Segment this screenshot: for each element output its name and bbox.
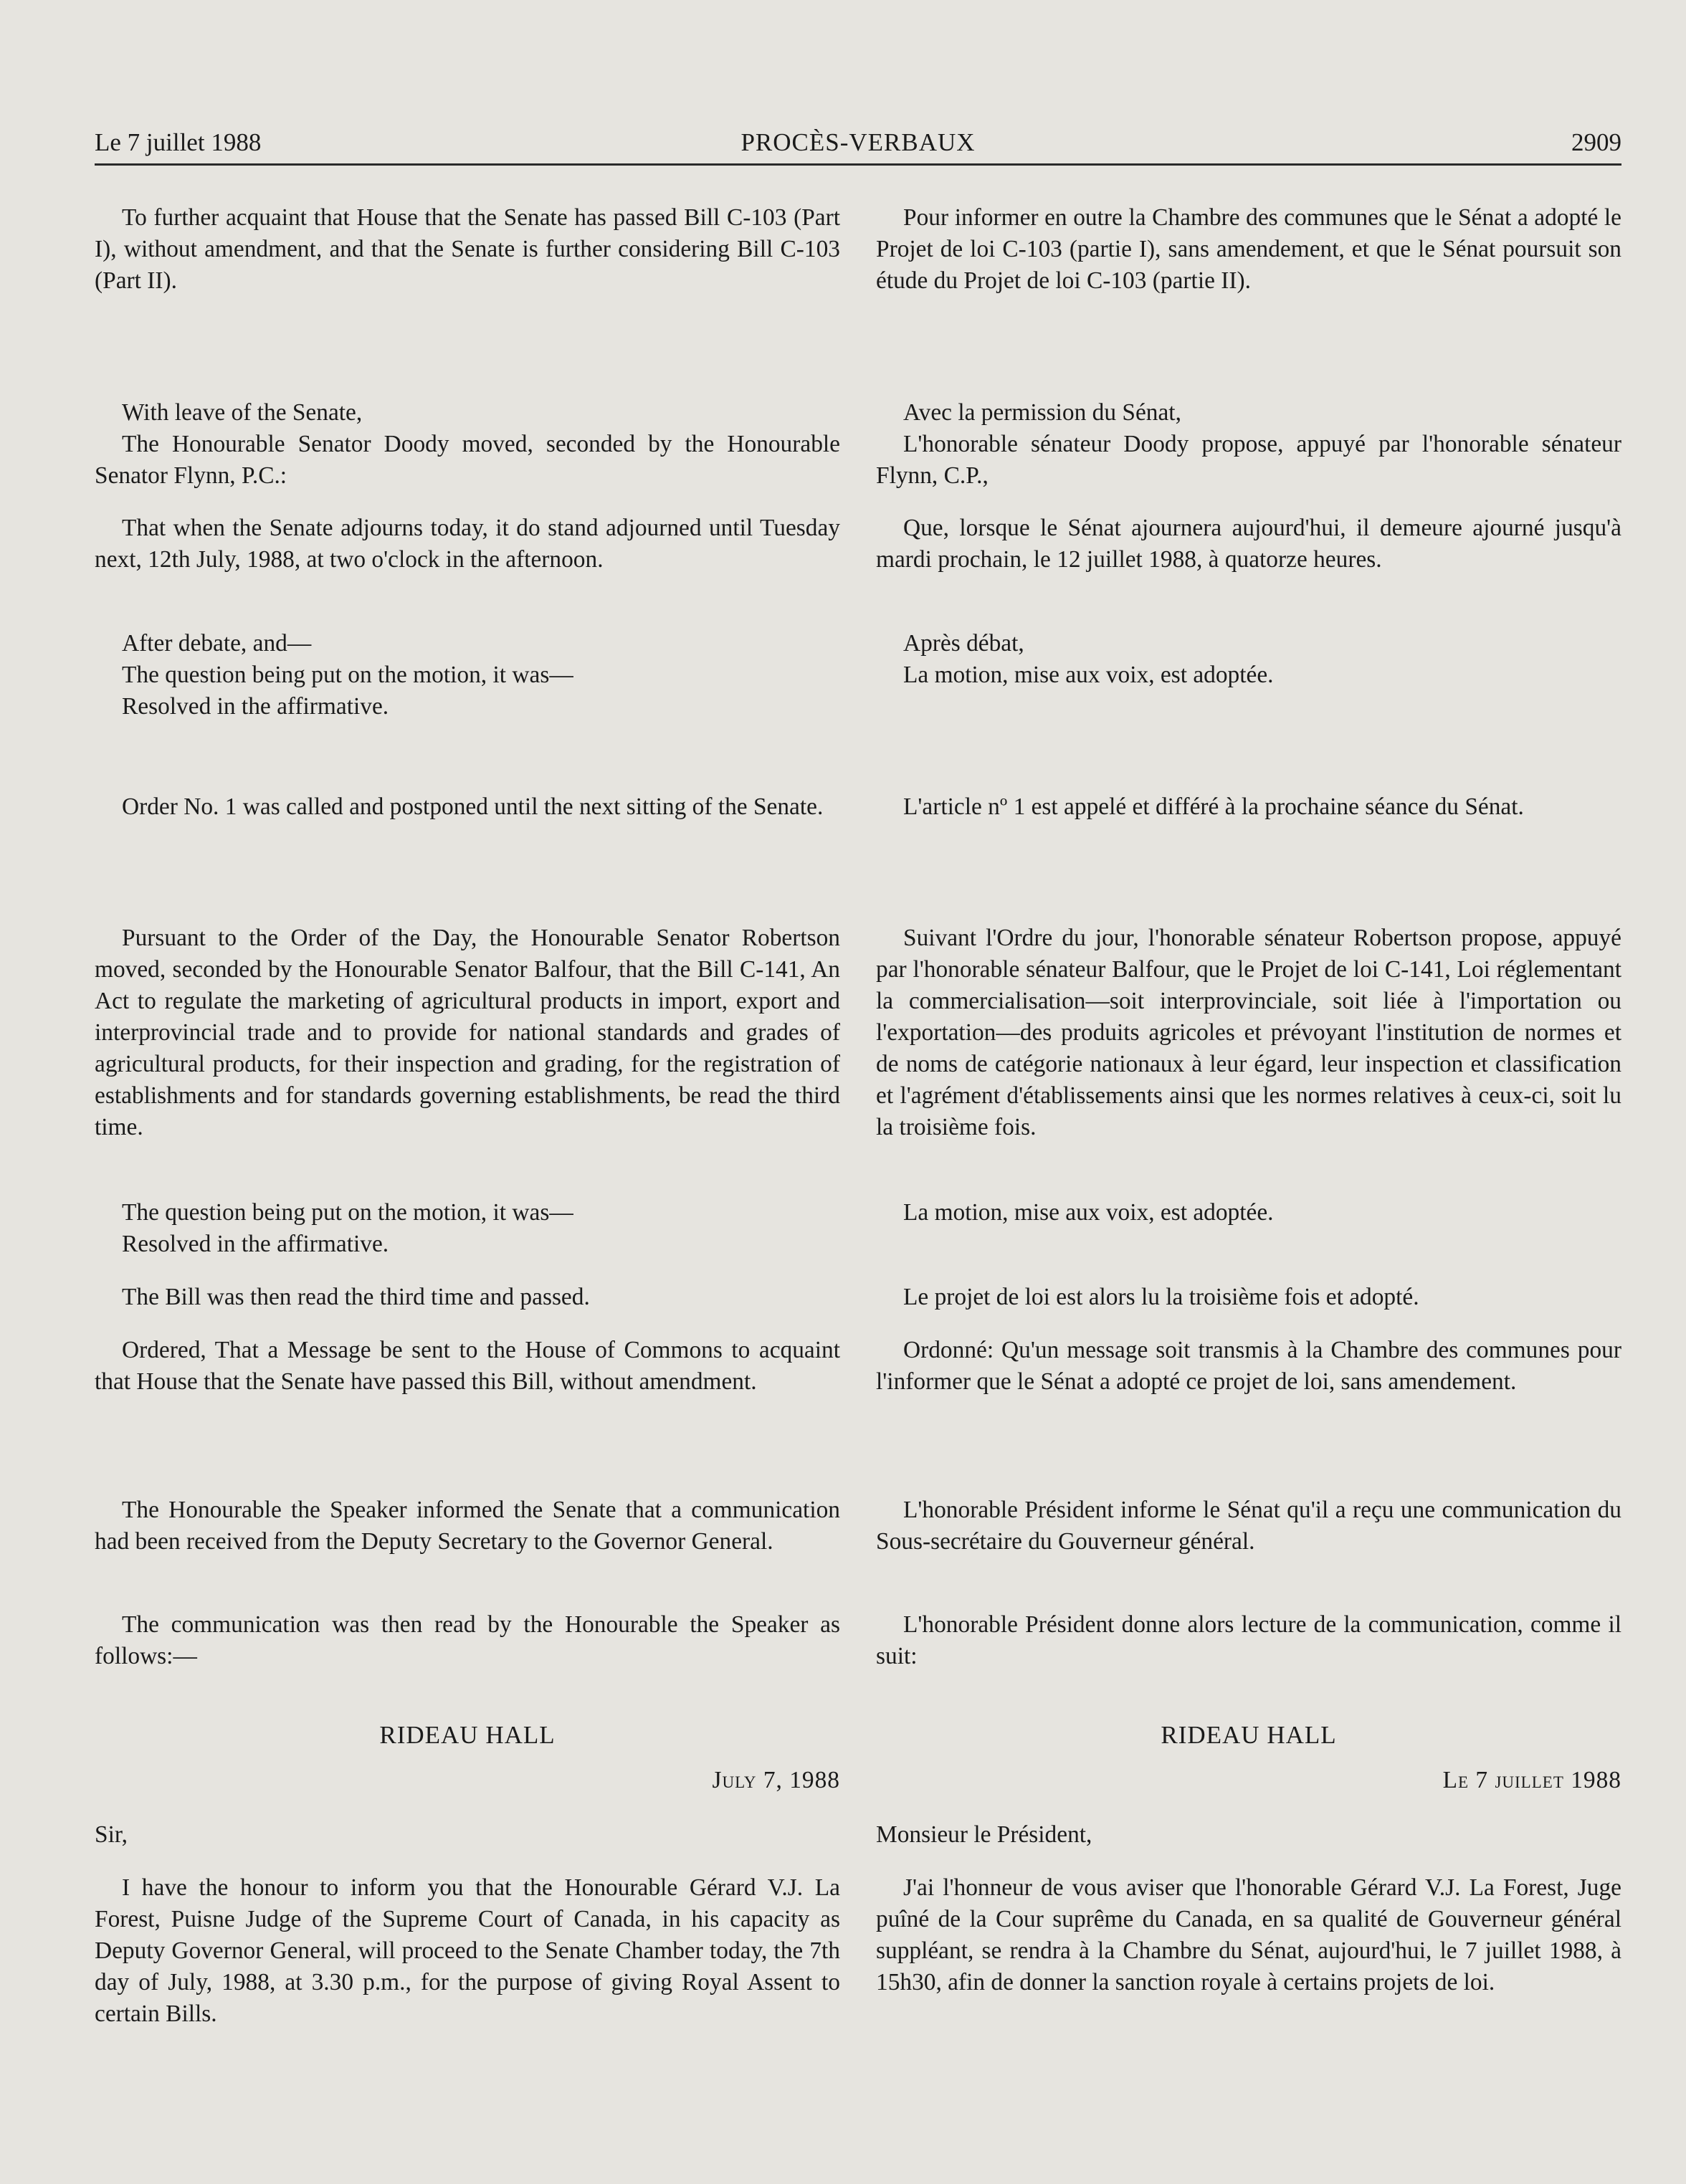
fr-paragraph-bill-c103: Pour informer en outre la Chambre des communes que le Sénat a adopté le Projet de loi C-103 (partie I), sans amendement, et que le Sénat poursuit son étude du Projet de loi C-103 (partie II). (876, 204, 1621, 294)
fr-paragraph-adjournment: Que, lorsque le Sénat ajournera aujourd'hui, il demeure ajourné jusqu'à mardi prochain, le 12 juillet 1988, à quatorze heures. (876, 515, 1621, 573)
en-letter-salutation: Sir, (95, 1821, 128, 1848)
en-paragraph-resolved-2: Resolved in the affirmative. (122, 1231, 389, 1257)
fr-paragraph-doody-motion: L'honorable sénateur Doody propose, appuyé par l'honorable sénateur Flynn, C.P., (876, 431, 1621, 489)
en-paragraph-order-no-1: Order No. 1 was called and postponed until the next sitting of the Senate. (122, 793, 824, 820)
page-header (95, 126, 1621, 166)
fr-paragraph-leave: Avec la permission du Sénat, (903, 399, 1181, 426)
fr-letter-salutation: Monsieur le Président, (876, 1821, 1092, 1848)
en-paragraph-resolved: Resolved in the affirmative. (122, 693, 389, 720)
fr-paragraph-motion-adopted-2: La motion, mise aux voix, est adoptée. (903, 1199, 1274, 1226)
fr-paragraph-after-debate: Après débat, (903, 630, 1024, 657)
en-paragraph-question: The question being put on the motion, it was— (122, 662, 573, 688)
header-date: Le 7 juillet 1988 (95, 128, 262, 156)
fr-paragraph-article-1: L'article nº 1 est appelé et différé à la prochaine séance du Sénat. (903, 793, 1524, 820)
en-paragraph-adjournment: That when the Senate adjourns today, it do stand adjourned until Tuesday next, 12th July, 1988, at two o'clock in the afternoon. (95, 515, 840, 573)
fr-paragraph-ordered-message: Ordonné: Qu'un message soit transmis à la Chambre des communes pour l'informer que le Sénat a adopté ce projet de loi, sans amendement. (876, 1337, 1621, 1395)
en-paragraph-ordered-message: Ordered, That a Message be sent to the House of Commons to acquaint that House that the Senate have passed this Bill, without amendment. (95, 1337, 840, 1395)
fr-paragraph-speaker-informed: L'honorable Président informe le Sénat qu'il a reçu une communication du Sous-secrétaire du Gouverneur général. (876, 1497, 1621, 1555)
fr-letter-date: Le 7 juillet 1988 (1442, 1767, 1621, 1793)
en-paragraph-bill-c141: Pursuant to the Order of the Day, the Honourable Senator Robertson moved, seconded by the Honourable Senator Balfour, that the Bill C-141, An Act to regulate the marketing of agricultural products in import, export and interprovincial trade and to provide for national standards and grades of agricultural products, for their inspection and grading, for the registration of establishments and for standards governing establishments, be read the third time. (95, 925, 840, 1140)
fr-paragraph-communication-read: L'honorable Président donne alors lecture de la communication, comme il suit: (876, 1611, 1621, 1669)
fr-letter-body: J'ai l'honneur de vous aviser que l'honorable Gérard V.J. La Forest, Juge puîné de la Cour suprême du Canada, en sa qualité de Gouverneur général suppléant, se rendra à la Chambre du Sénat, aujourd'hui, le 7 juillet 1988, à 15h30, afin de donner la sanction royale à certains projets de loi. (876, 1874, 1621, 1995)
en-letter-date: July 7, 1988 (712, 1767, 840, 1793)
en-letter-heading: RIDEAU HALL (379, 1721, 556, 1749)
en-paragraph-after-debate: After debate, and— (122, 630, 312, 657)
en-paragraph-speaker-informed: The Honourable the Speaker informed the Senate that a communication had been received from the Deputy Secretary to the Governor General. (95, 1497, 840, 1555)
fr-paragraph-third-reading: Le projet de loi est alors lu la troisième fois et adopté. (903, 1284, 1419, 1310)
en-paragraph-question-2: The question being put on the motion, it was— (122, 1199, 573, 1226)
en-paragraph-bill-c103: To further acquaint that House that the Senate has passed Bill C-103 (Part I), without amendment, and that the Senate is further considering Bill C-103 (Part II). (95, 204, 840, 294)
header-title: PROCÈS-VERBAUX (740, 128, 976, 156)
fr-letter-heading: RIDEAU HALL (1161, 1721, 1337, 1749)
en-letter-body: I have the honour to inform you that the Honourable Gérard V.J. La Forest, Puisne Judge of the Supreme Court of Canada, in his capacity as Deputy Governor General, will proceed to the Senate Chamber today, the 7th day of July, 1988, at 3.30 p.m., for the purpose of giving Royal Assent to certain Bills. (95, 1874, 840, 2027)
en-paragraph-third-reading: The Bill was then read the third time and passed. (122, 1284, 590, 1310)
fr-paragraph-motion-adopted: La motion, mise aux voix, est adoptée. (903, 662, 1274, 688)
en-paragraph-leave: With leave of the Senate, (122, 399, 363, 426)
en-paragraph-communication-read: The communication was then read by the Honourable the Speaker as follows:— (95, 1611, 840, 1669)
page-number: 2909 (1571, 128, 1621, 156)
fr-paragraph-bill-c141: Suivant l'Ordre du jour, l'honorable sénateur Robertson propose, appuyé par l'honorable sénateur Balfour, que le Projet de loi C-141, Loi réglementant la commercialisation—soit interprovinciale, soit liée à l'importation ou l'exportation—des produits agricoles et prévoyant l'institution de normes et de noms de catégorie nationaux à leur égard, leur inspection et classification et l'agrément d'établissements ainsi que les normes relatives à ceux-ci, soit lu la troisième fois. (876, 925, 1621, 1140)
en-paragraph-doody-motion: The Honourable Senator Doody moved, seconded by the Honourable Senator Flynn, P.C.: (95, 431, 840, 489)
